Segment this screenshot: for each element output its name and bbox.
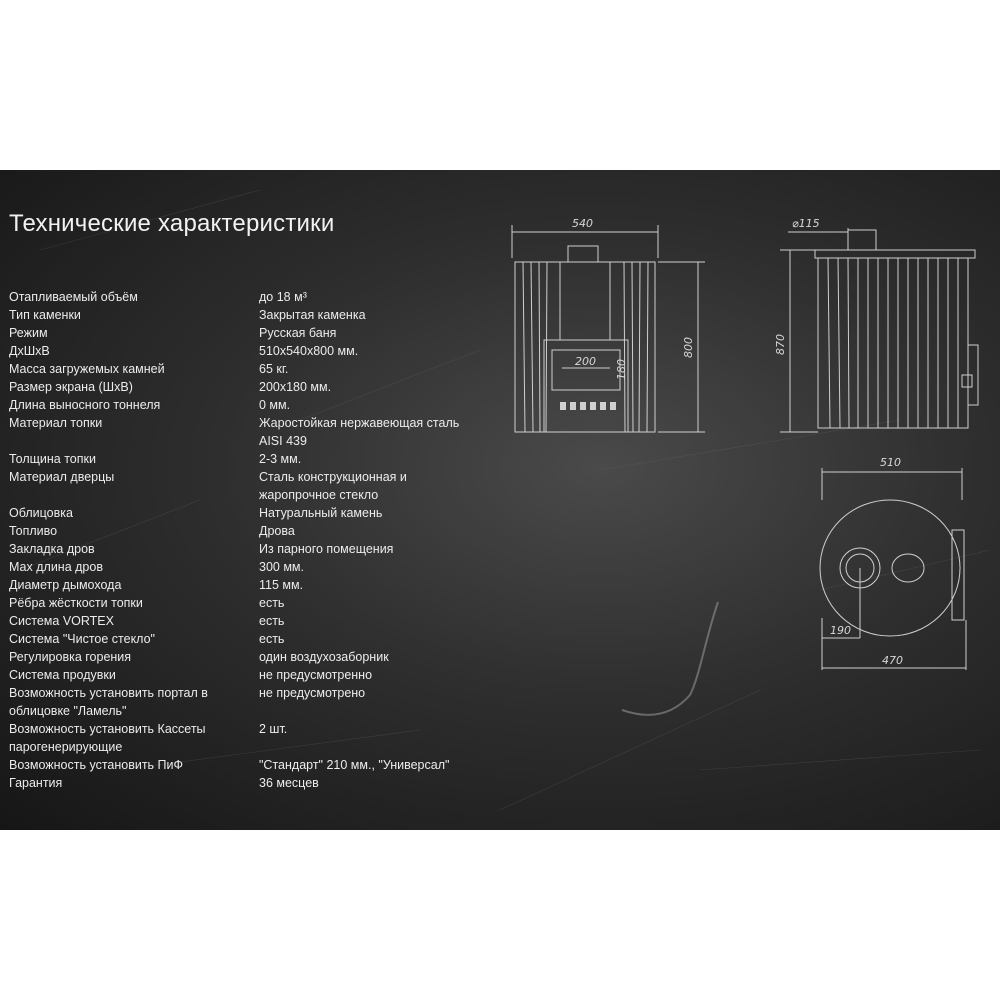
side-view-drawing <box>780 228 978 432</box>
spec-table <box>9 288 489 792</box>
dim-side-height: 870 <box>774 334 787 355</box>
spec-label <box>9 468 259 504</box>
spec-value <box>259 720 489 756</box>
spec-label-text: Возможность установить портал в <box>9 686 208 700</box>
spec-label <box>9 522 259 540</box>
spec-value <box>259 540 489 558</box>
spec-row <box>9 558 489 576</box>
spec-label-text: Материал дверцы <box>9 470 115 484</box>
top-view-drawing <box>820 468 966 670</box>
spec-row <box>9 342 489 360</box>
spec-value-text: 510х540х800 мм. <box>259 344 359 358</box>
spec-row <box>9 450 489 468</box>
spec-row <box>9 576 489 594</box>
spec-value <box>259 414 489 450</box>
spec-label-text: Закладка дров <box>9 542 95 556</box>
dim-top-width: 510 <box>880 456 901 469</box>
spec-label-text: Режим <box>9 326 48 340</box>
spec-row <box>9 378 489 396</box>
spec-row <box>9 612 489 630</box>
spec-label <box>9 360 259 378</box>
spec-label <box>9 684 259 720</box>
spec-value-text: не предусмотрено <box>259 686 366 700</box>
spec-value-text: "Стандарт" 210 мм., "Универсал" <box>259 758 450 772</box>
spec-row <box>9 396 489 414</box>
spec-value-text: Натуральный камень <box>259 506 383 520</box>
spec-label <box>9 540 259 558</box>
spec-label-text: Система продувки <box>9 668 116 682</box>
spec-label-text: Гарантия <box>9 776 63 790</box>
spec-value <box>259 504 489 522</box>
spec-row <box>9 504 489 522</box>
spec-value-text: 0 мм. <box>259 398 291 412</box>
dim-screen-width: 200 <box>575 355 596 368</box>
dim-chimney-diameter: ⌀115 <box>792 217 820 230</box>
spec-label-text: Возможность установить Кассеты <box>9 722 206 736</box>
spec-label-text: Длина выносного тоннеля <box>9 398 161 412</box>
spec-panel <box>0 170 1000 830</box>
spec-value-text: жаропрочное стекло <box>259 488 379 502</box>
spec-value-text: 36 месцев <box>259 776 319 790</box>
spec-label <box>9 774 259 792</box>
front-view-drawing <box>512 225 705 432</box>
spec-label <box>9 288 259 306</box>
spec-row <box>9 720 489 756</box>
spec-label <box>9 720 259 756</box>
spec-row <box>9 360 489 378</box>
spec-label-text: Отапливаемый объём <box>9 290 138 304</box>
spec-label <box>9 450 259 468</box>
spec-row <box>9 756 489 774</box>
spec-label-text: парогенерирующие <box>9 740 123 754</box>
spec-value-text: до 18 м³ <box>259 290 307 304</box>
spec-label <box>9 414 259 450</box>
spec-row <box>9 774 489 792</box>
spec-row <box>9 540 489 558</box>
spec-label <box>9 504 259 522</box>
spec-label <box>9 594 259 612</box>
page-title: Технические характеристики <box>9 210 335 237</box>
spec-label <box>9 396 259 414</box>
spec-label-text: Возможность установить ПиФ <box>9 758 184 772</box>
spec-value-text: есть <box>259 596 285 610</box>
spec-row <box>9 684 489 720</box>
spec-value-text: есть <box>259 632 285 646</box>
spec-row <box>9 306 489 324</box>
spec-value <box>259 756 489 774</box>
spec-value <box>259 378 489 396</box>
spec-label-text: Масса загружемых камней <box>9 362 165 376</box>
spec-label <box>9 612 259 630</box>
spec-label <box>9 576 259 594</box>
spec-value-text: 65 кг. <box>259 362 289 376</box>
spec-row <box>9 324 489 342</box>
spec-value-text: Дрова <box>259 524 295 538</box>
spec-value <box>259 468 489 504</box>
dim-front-height: 800 <box>682 337 695 358</box>
spec-value <box>259 396 489 414</box>
spec-label <box>9 324 259 342</box>
spec-row <box>9 414 489 450</box>
spec-value-text: 2 шт. <box>259 722 288 736</box>
spec-label <box>9 648 259 666</box>
spec-label <box>9 756 259 774</box>
spec-label-text: Рёбра жёсткости топки <box>9 596 143 610</box>
spec-value <box>259 612 489 630</box>
spec-value <box>259 324 489 342</box>
spec-value <box>259 450 489 468</box>
spec-row <box>9 648 489 666</box>
spec-value <box>259 774 489 792</box>
spec-label-text: Мах длина дров <box>9 560 103 574</box>
spec-value-text: Из парного помещения <box>259 542 394 556</box>
spec-value-text: Русская баня <box>259 326 337 340</box>
spec-value-text: Жаростойкая нержавеющая сталь <box>259 416 460 430</box>
spec-label-text: Материал топки <box>9 416 103 430</box>
spec-label-text: Тип каменки <box>9 308 81 322</box>
spec-label-text: облицовке "Ламель" <box>9 704 127 718</box>
spec-value-text: не предусмотренно <box>259 668 373 682</box>
spec-label-text: ДхШхВ <box>9 344 50 358</box>
spec-value <box>259 630 489 648</box>
spec-value-text: 115 мм. <box>259 578 304 592</box>
spec-label-text: Система VORTEX <box>9 614 114 628</box>
spec-label-text: Регулировка горения <box>9 650 132 664</box>
spec-row <box>9 522 489 540</box>
spec-value-text: 300 мм. <box>259 560 304 574</box>
spec-row <box>9 468 489 504</box>
spec-value-text: Сталь конструкционная и <box>259 470 407 484</box>
spec-label-text: Толщина топки <box>9 452 96 466</box>
stove-drawings <box>500 200 990 680</box>
spec-label <box>9 558 259 576</box>
spec-label-text: Система "Чистое стекло" <box>9 632 155 646</box>
spec-value <box>259 666 489 684</box>
spec-value <box>259 558 489 576</box>
spec-value-text: Закрытая каменка <box>259 308 366 322</box>
spec-value-text: один воздухозаборник <box>259 650 389 664</box>
spec-row <box>9 666 489 684</box>
spec-value-text: 200х180 мм. <box>259 380 332 394</box>
spec-value-text: 2-3 мм. <box>259 452 302 466</box>
dim-front-width: 540 <box>572 217 593 230</box>
spec-label <box>9 378 259 396</box>
spec-value <box>259 360 489 378</box>
spec-value <box>259 594 489 612</box>
spec-value-text: AISI 439 <box>259 434 307 448</box>
spec-label-text: Топливо <box>9 524 58 538</box>
spec-value <box>259 522 489 540</box>
spec-value <box>259 288 489 306</box>
dim-top-offset: 190 <box>830 624 851 637</box>
spec-value <box>259 684 489 720</box>
spec-value <box>259 342 489 360</box>
spec-label-text: Размер экрана (ШхВ) <box>9 380 133 394</box>
spec-value <box>259 306 489 324</box>
dim-screen-height: 180 <box>615 359 628 380</box>
spec-label-text: Облицовка <box>9 506 73 520</box>
spec-row <box>9 594 489 612</box>
spec-label <box>9 630 259 648</box>
spec-row <box>9 288 489 306</box>
spec-label <box>9 342 259 360</box>
dim-top-depth: 470 <box>882 654 903 667</box>
spec-row <box>9 630 489 648</box>
spec-label <box>9 306 259 324</box>
spec-value <box>259 576 489 594</box>
spec-value-text: есть <box>259 614 285 628</box>
spec-label-text: Диаметр дымохода <box>9 578 122 592</box>
spec-label <box>9 666 259 684</box>
spec-value <box>259 648 489 666</box>
